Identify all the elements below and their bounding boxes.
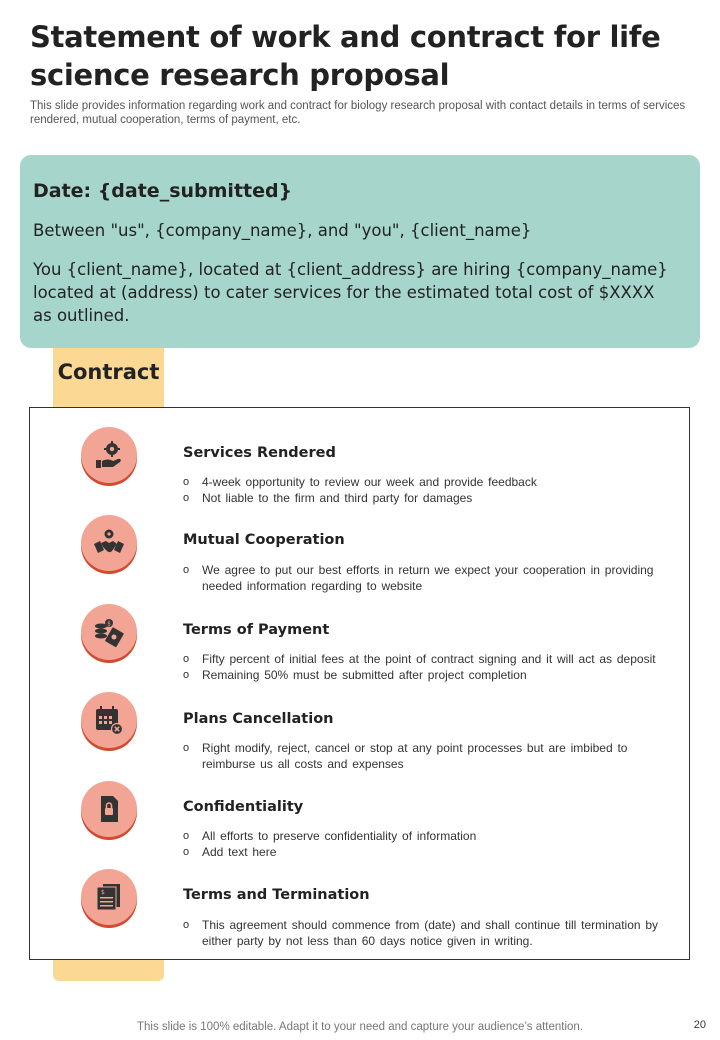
section-heading: Confidentiality xyxy=(183,799,304,815)
list-item: o This agreement should commence from (date) and shall continue till termination by either party by not less than 60 days notice given in writing. xyxy=(183,917,683,949)
section-bullets xyxy=(183,740,683,772)
list-item: o Not liable to the firm and third party for damages xyxy=(183,490,683,506)
footer-note: This slide is 100% editable. Adapt it to your need and capture your audience’s attention. xyxy=(136,1021,584,1033)
list-item: o All efforts to preserve confidentiality of information xyxy=(183,828,683,844)
section-heading: Terms and Termination xyxy=(183,887,370,903)
intro-paragraph: You {client_name}, located at {client_address} are hiring {company_name} located at (address) to cater services for the estimated total cost of $XXXX as outlined. xyxy=(33,260,668,325)
intro-date: Date: {date_submitted} xyxy=(33,180,293,202)
page-number: 20 xyxy=(693,1019,706,1031)
page-title: Statement of work and contract for life science research proposal xyxy=(30,20,661,92)
invoice-document-icon xyxy=(81,869,137,925)
section-bullets xyxy=(183,651,683,683)
calendar-cancel-icon xyxy=(81,692,137,748)
section-bullets xyxy=(183,917,683,949)
list-item: o Remaining 50% must be submitted after project completion xyxy=(183,667,683,683)
handshake-icon xyxy=(81,515,137,571)
section-heading: Services Rendered xyxy=(183,445,336,461)
section-bullets xyxy=(183,828,683,860)
list-item: o Right modify, reject, cancel or stop at any point processes but are imbibed to reimburse us all costs and expenses xyxy=(183,740,683,772)
intro-between: Between "us", {company_name}, and "you", {client_name} xyxy=(33,221,532,240)
list-item: o Fifty percent of initial fees at the point of contract signing and it will act as deposit xyxy=(183,651,683,667)
list-item: o We agree to put our best efforts in return we expect your cooperation in providing needed information regarding to website xyxy=(183,562,683,594)
list-item: o 4-week opportunity to review our week and provide feedback xyxy=(183,474,683,490)
lock-document-icon xyxy=(81,781,137,837)
section-bullets xyxy=(183,474,683,506)
section-heading: Plans Cancellation xyxy=(183,711,334,727)
page-subtitle: This slide provides information regarding work and contract for biology research proposal with contact details in terms of services rendered, mutual cooperation, terms of payment, etc. xyxy=(30,100,686,126)
contract-label: Contract xyxy=(57,360,160,384)
section-bullets xyxy=(183,562,683,594)
svg-text:$: $ xyxy=(107,620,111,628)
hand-gear-icon xyxy=(81,427,137,483)
list-item: o Add text here xyxy=(183,844,683,860)
section-heading: Terms of Payment xyxy=(183,622,330,638)
coins-money-icon xyxy=(81,604,137,660)
svg-text:$: $ xyxy=(101,889,105,896)
section-heading: Mutual Cooperation xyxy=(183,532,345,548)
